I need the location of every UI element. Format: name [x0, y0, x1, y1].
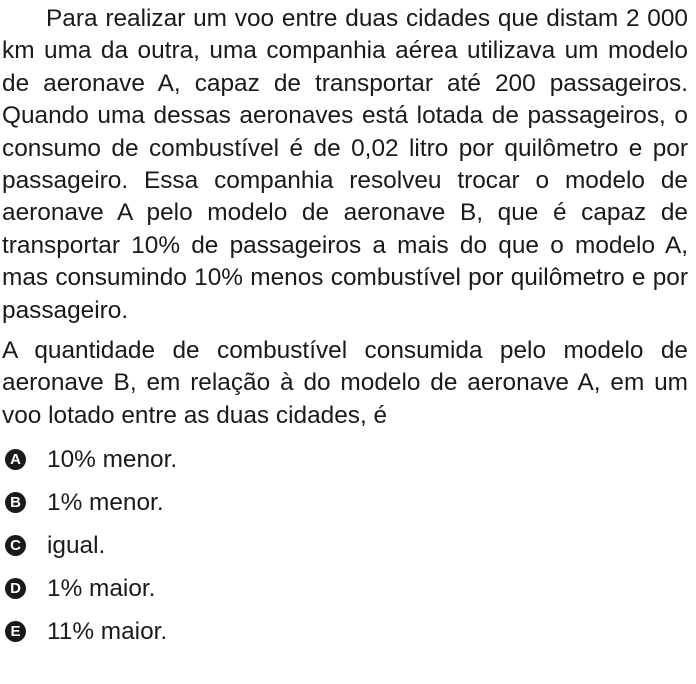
option-d-text: 1% maior.	[47, 574, 156, 602]
option-b-text: 1% menor.	[47, 488, 164, 516]
option-c[interactable]	[2, 524, 688, 567]
option-d[interactable]	[2, 567, 688, 610]
answer-options	[2, 438, 688, 653]
option-c-letter-badge: C	[5, 535, 26, 556]
option-b[interactable]	[2, 481, 688, 524]
problem-statement: Para realizar um voo entre duas cidades que distam 2 000 km uma da outra, uma companhia aérea utilizava um modelo de aeronave A, capaz de transportar até 200 passageiros. Quando uma dessas aeronaves está lotada de passageiros, o consumo de combustível é de 0,02 litro por quilômetro e por passageiro. Essa companhia resolveu trocar o modelo de aeronave A pelo modelo de aeronave B, que é capaz de transportar 10% de passageiros a mais do que o modelo A, mas consumindo 10% menos combustível por quilômetro e por passageiro.	[2, 5, 688, 324]
option-a-letter-badge: A	[5, 449, 26, 470]
option-a[interactable]	[2, 438, 688, 481]
option-a-text: 10% menor.	[47, 445, 178, 473]
question-prompt: A quantidade de combustível consumida pelo modelo de aeronave B, em relação à do modelo de aeronave A, em um voo lotado entre as duas cidades, é	[2, 337, 688, 429]
option-d-letter-badge: D	[5, 578, 26, 599]
option-e[interactable]	[2, 610, 688, 653]
option-e-letter-badge: E	[5, 621, 26, 642]
option-e-text: 11% maior.	[47, 617, 168, 645]
option-b-letter-badge: B	[5, 492, 26, 513]
option-c-text: igual.	[47, 531, 106, 559]
